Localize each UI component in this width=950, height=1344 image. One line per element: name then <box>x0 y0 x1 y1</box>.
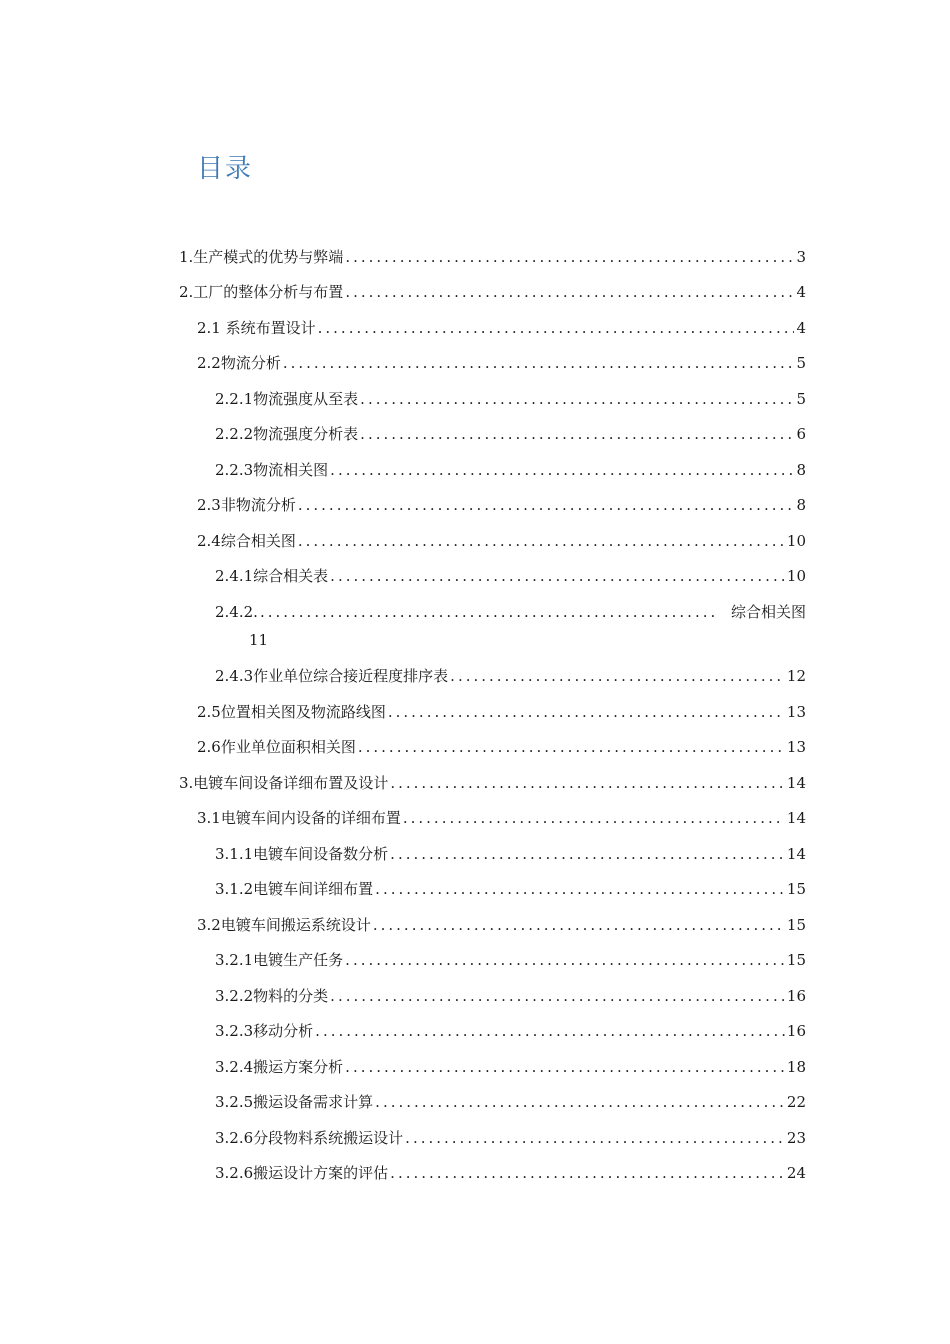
toc-entry-label: 2.2.3物流相关图 <box>215 461 329 479</box>
toc-entry[interactable] <box>179 281 806 303</box>
toc-leader-dots <box>405 1127 785 1149</box>
toc-entry-label: 3.2.1电镀生产任务 <box>215 951 344 969</box>
toc-leader-dots <box>298 530 785 552</box>
toc-entry-page: 14 <box>786 845 806 863</box>
toc-entry-page: 5 <box>796 354 806 372</box>
toc-entry-page: 4 <box>796 319 806 337</box>
toc-entry-label: 2.工厂的整体分析与布置 <box>179 283 344 301</box>
toc-entry[interactable] <box>197 352 806 374</box>
toc-entry-page: 14 <box>786 774 806 792</box>
toc-leader-dots <box>318 317 795 339</box>
toc-entry[interactable] <box>215 388 806 410</box>
toc-entry[interactable] <box>179 772 806 794</box>
toc-entry[interactable] <box>215 665 806 687</box>
toc-entry-label: 2.2.1物流强度从至表 <box>215 390 359 408</box>
toc-entry-page: 5 <box>796 390 806 408</box>
toc-entry-label: 3.电镀车间设备详细布置及设计 <box>179 774 389 792</box>
toc-entry-label-tail: 综合相关图 <box>730 603 806 621</box>
toc-leader-dots <box>450 665 785 687</box>
toc-entry[interactable] <box>215 985 806 1007</box>
toc-leader-dots <box>330 565 785 587</box>
toc-entry-label: 2.2物流分析 <box>197 354 281 372</box>
toc-leader-dots <box>360 388 794 410</box>
toc-entry-page: 14 <box>786 809 806 827</box>
toc-entry[interactable] <box>215 1020 806 1042</box>
toc-leader-dots <box>375 1091 785 1113</box>
toc-leader-dots <box>358 736 785 758</box>
toc-entry-label: 2.4.2. <box>215 603 258 621</box>
toc-entry-page: 10 <box>786 532 806 550</box>
toc-entry-label: 3.2.2物料的分类 <box>215 987 329 1005</box>
toc-leader-dots <box>388 701 785 723</box>
toc-leader-dots <box>283 352 795 374</box>
toc-entry-page: 8 <box>796 496 806 514</box>
toc-entry-label: 2.2.2物流强度分析表 <box>215 425 359 443</box>
toc-entry-page: 16 <box>786 1022 806 1040</box>
toc-entry-page: 11 <box>249 631 269 649</box>
toc-entry-label: 2.4.1综合相关表 <box>215 567 329 585</box>
toc-entry-page: 16 <box>786 987 806 1005</box>
toc-entry-page: 15 <box>786 951 806 969</box>
toc-entry[interactable] <box>179 246 806 268</box>
toc-entry-page: 13 <box>786 738 806 756</box>
toc-entry-page: 18 <box>786 1058 806 1076</box>
toc-leader-dots <box>390 772 785 794</box>
toc-entry-label: 2.6作业单位面积相关图 <box>197 738 356 756</box>
toc-entry-label: 3.2.5搬运设备需求计算 <box>215 1093 374 1111</box>
toc-leader-dots <box>330 985 785 1007</box>
toc-leader-dots <box>345 949 785 971</box>
toc-entry-page: 12 <box>786 667 806 685</box>
toc-entry-label: 2.4.3作业单位综合接近程度排序表 <box>215 667 449 685</box>
toc-leader-dots <box>403 807 785 829</box>
toc-leader-dots <box>375 878 785 900</box>
toc-entry[interactable] <box>215 423 806 445</box>
toc-leader-dots <box>345 1056 785 1078</box>
toc-entry[interactable] <box>215 1127 806 1149</box>
toc-entry-label: 2.5位置相关图及物流路线图 <box>197 703 386 721</box>
toc-entry[interactable] <box>215 1162 806 1184</box>
toc-entry[interactable] <box>215 1091 806 1113</box>
toc-entry-page: 3 <box>796 248 806 266</box>
toc-leader-dots <box>315 1020 785 1042</box>
toc-entry-page: 13 <box>786 703 806 721</box>
toc-entry[interactable] <box>197 530 806 552</box>
toc-entry-page: 4 <box>796 283 806 301</box>
toc-entry-label: 3.2.6分段物料系统搬运设计 <box>215 1129 404 1147</box>
toc-leader-dots <box>345 246 794 268</box>
toc-entry-page: 23 <box>786 1129 806 1147</box>
toc-leader-dots <box>360 423 794 445</box>
toc-entry[interactable] <box>215 601 806 651</box>
toc-entry[interactable] <box>197 701 806 723</box>
toc-entry[interactable] <box>215 949 806 971</box>
toc-entry-label: 3.1电镀车间内设备的详细布置 <box>197 809 401 827</box>
toc-leader-dots <box>390 1162 785 1184</box>
toc-entry[interactable] <box>215 1056 806 1078</box>
toc-entry-page: 24 <box>786 1164 806 1182</box>
toc-entry-label: 2.4综合相关图 <box>197 532 296 550</box>
toc-entry[interactable] <box>197 317 806 339</box>
toc-entry-label: 1.生产模式的优势与弊端 <box>179 248 344 266</box>
toc-entry-page: 15 <box>786 916 806 934</box>
toc-leader-dots <box>330 459 794 481</box>
toc-entry-label: 3.2.3移动分析 <box>215 1022 314 1040</box>
toc-entry[interactable] <box>215 459 806 481</box>
toc-leader-dots <box>260 601 719 623</box>
toc-leader-dots <box>373 914 785 936</box>
toc-leader-dots <box>298 494 795 516</box>
toc-leader-dots <box>390 843 785 865</box>
toc-entry-page: 22 <box>786 1093 806 1111</box>
toc-entry-label: 3.1.1电镀车间设备数分析 <box>215 845 389 863</box>
toc-entry-page: 10 <box>786 567 806 585</box>
toc-entry-label: 2.3非物流分析 <box>197 496 296 514</box>
toc-entry-label: 3.2电镀车间搬运系统设计 <box>197 916 371 934</box>
toc-entry[interactable] <box>197 494 806 516</box>
toc-entry-label: 3.2.6搬运设计方案的评估 <box>215 1164 389 1182</box>
toc-entry[interactable] <box>215 878 806 900</box>
toc-entry-page: 6 <box>796 425 806 443</box>
toc-entry-label: 3.2.4搬运方案分析 <box>215 1058 344 1076</box>
toc-entry-page: 8 <box>796 461 806 479</box>
toc-entry-label: 2.1 系统布置设计 <box>197 319 316 337</box>
toc-entry-label: 3.1.2电镀车间详细布置 <box>215 880 374 898</box>
toc-entry[interactable] <box>197 914 806 936</box>
toc-entry[interactable] <box>197 736 806 758</box>
toc-title: 目录 <box>197 154 254 184</box>
toc-entry[interactable] <box>215 565 806 587</box>
toc-entry[interactable] <box>215 843 806 865</box>
toc-entry[interactable] <box>197 807 806 829</box>
toc-entry-page: 15 <box>786 880 806 898</box>
toc-leader-dots <box>345 281 794 303</box>
